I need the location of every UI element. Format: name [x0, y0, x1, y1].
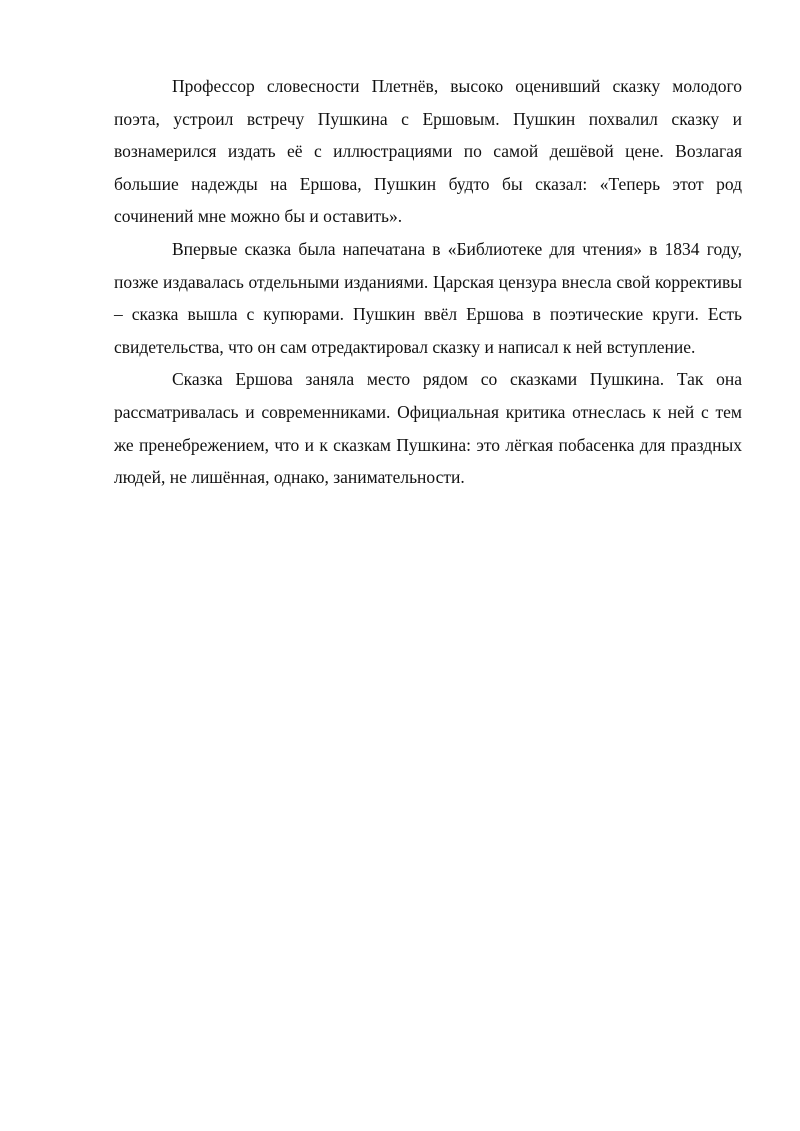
paragraph-critical-reception: Сказка Ершова заняла место рядом со сказками Пушкина. Так она рассматривалась и современниками. Официальная критика отнеслась к ней с тем же пренебрежением, что и к сказкам Пушкина: это лёгкая побасенка для праздных людей, не лишённая, однако, занимательности. — [114, 369, 742, 488]
paragraph-pletnev-meeting: Профессор словесности Плетнёв, высоко оценивший сказку молодого поэта, устроил встречу Пушкина с Ершовым. Пушкин похвалил сказку и вознамерился издать её с иллюстрациями по самой дешёвой цене. Возлагая большие надежды на Ершова, Пушкин будто бы сказал: «Теперь этот род сочинений мне можно бы и оставить». — [114, 76, 742, 227]
document-page — [114, 70, 742, 494]
paragraph-first-publication: Впервые сказка была напечатана в «Библиотеке для чтения» в 1834 году, позже издавалась отдельными изданиями. Царская цензура внесла свой коррективы – сказка вышла с купюрами. Пушкин ввёл Ершова в поэтические круги. Есть свидетельства, что он сам отредактировал сказку и написал к ней вступление. — [114, 238, 742, 357]
